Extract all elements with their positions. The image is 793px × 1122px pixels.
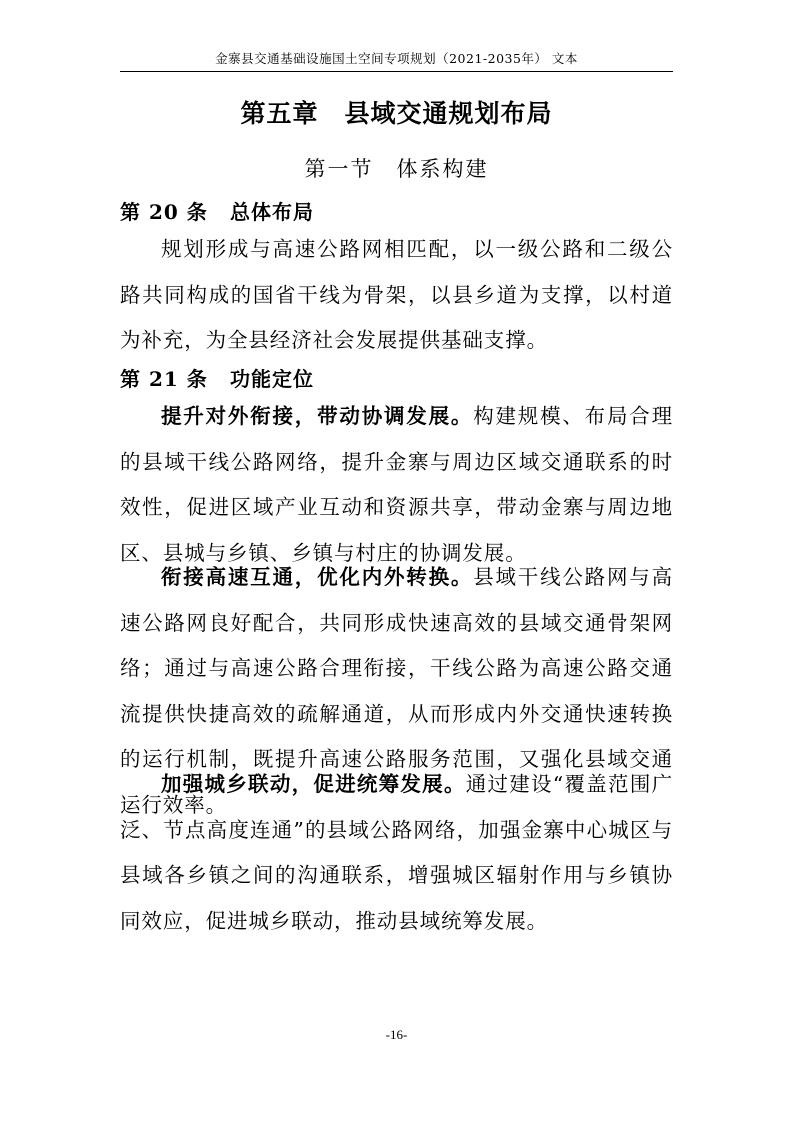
article-20-heading: [120, 196, 314, 225]
article-20-body: 规划形成与高速公路网相匹配，以一级公路和二级公路共同构成的国省干线为骨架，以县乡道为支撑，以村道为补充，为全县经济社会发展提供基础支撑。: [120, 237, 673, 352]
header-divider: [120, 71, 673, 72]
paragraph-lead: 提升对外衔接，带动协调发展。: [161, 404, 474, 428]
section-title: 第一节 体系构建: [304, 157, 489, 181]
running-header: 金寨县交通基础设施国土空间专项规划（2021-2035年） 文本: [215, 51, 578, 66]
paragraph-text: 构建规模、布局合理的县域干线公路网络，提升金寨与周边区域交通联系的时效性，促进区域产业互动和资源共享，带动金寨与周边地区、县城与乡镇、乡镇与村庄的协调发展。: [120, 404, 673, 565]
article-21-number: 第 21 条: [120, 367, 208, 391]
paragraph-lead: 加强城乡联动，促进统筹发展。: [161, 772, 466, 796]
paragraph-lead: 衔接高速互通，优化内外转换。: [161, 565, 474, 589]
paragraph-text: 县域干线公路网与高速公路网良好配合，共同形成快速高效的县域交通骨架网络；通过与高速公路合理衔接，干线公路为高速公路交通流提供快捷高效的疏解通道，从而形成内外交通快速转换的运行机制，既提升高速公路服务范围，又强化县域交通运行效率。: [120, 565, 673, 817]
paragraph-text: 通过建设“覆盖范围广泛、节点高度连通”的县域公路网络，加强金寨中心城区与县域各乡镇之间的沟通联系，增强城区辐射作用与乡镇协同效应，促进城乡联动，推动县域统筹发展。: [120, 772, 673, 933]
article-21-paragraph-1: [120, 394, 673, 576]
chapter-title: 第五章 县域交通规划布局: [240, 99, 553, 128]
article-21-heading: [120, 363, 314, 392]
article-21-title: 功能定位: [230, 367, 314, 391]
article-21-paragraph-3: [120, 762, 673, 944]
article-20-title: 总体布局: [230, 200, 314, 224]
article-20-number: 第 20 条: [120, 200, 208, 224]
page-number: -16-: [385, 1027, 408, 1042]
